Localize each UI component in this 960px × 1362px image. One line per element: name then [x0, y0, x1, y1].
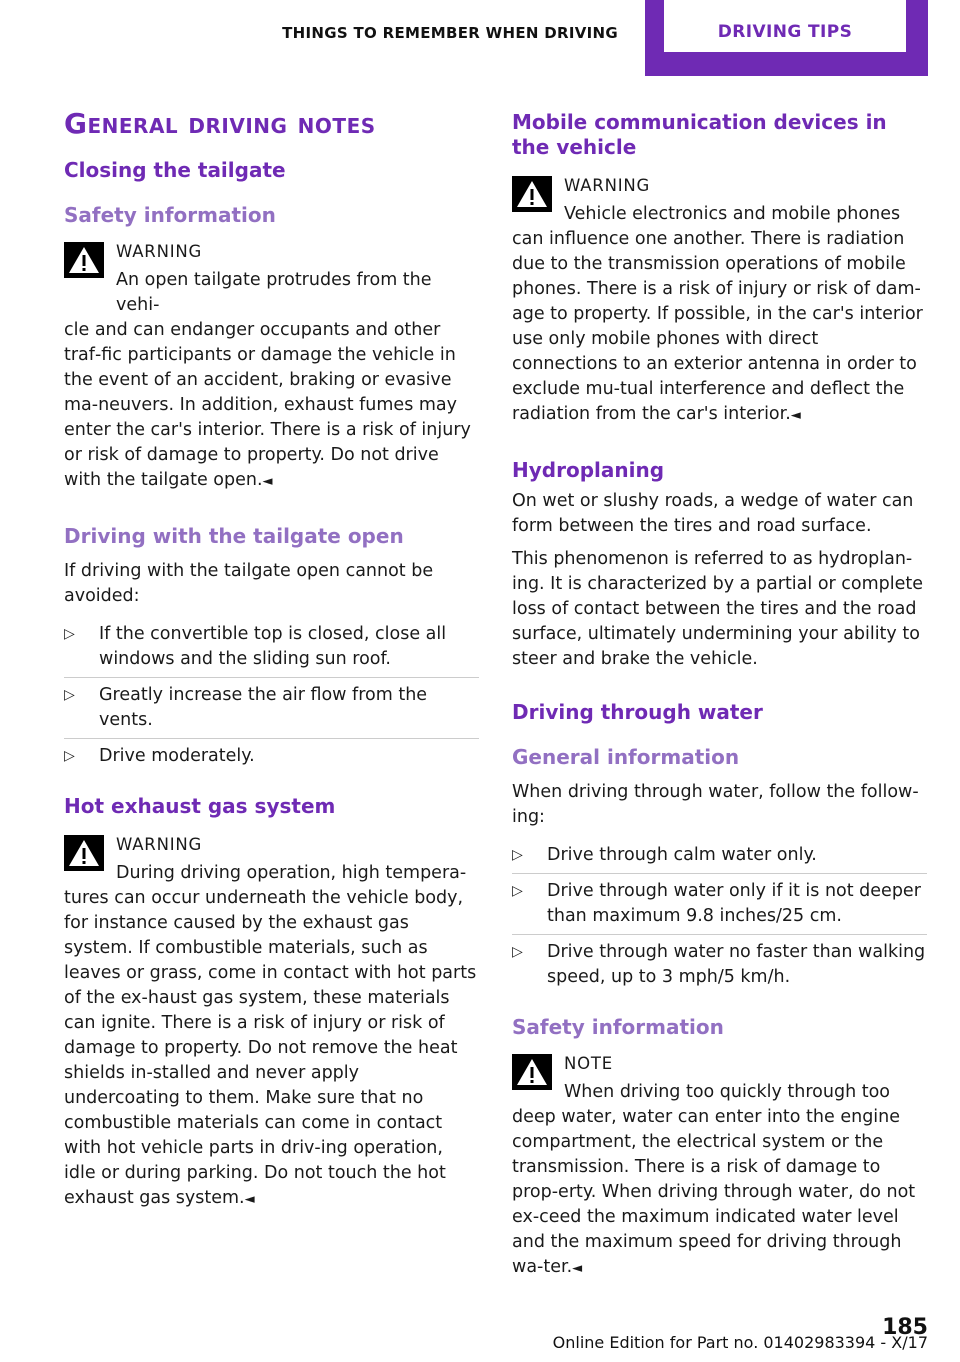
left-column	[64, 108, 479, 1242]
list-item-text: Drive through calm water only.	[547, 845, 817, 865]
heading-safety-information: Safety information	[64, 203, 276, 228]
water-list	[512, 838, 927, 995]
heading-driving-tailgate-open: Driving with the tailgate open	[64, 524, 404, 549]
heading-closing-tailgate: Closing the tailgate	[64, 158, 286, 183]
end-marker-icon: ◄	[790, 408, 801, 423]
warning-head	[512, 172, 927, 227]
heading-mobile-devices: Mobile communication devices in the vehicle	[512, 110, 887, 159]
heading-driving-through-water: Driving through water	[512, 700, 763, 724]
bullet-triangle-icon: ▷	[64, 687, 75, 704]
note-first-line: When driving too quickly through too	[564, 1082, 890, 1102]
warning-label: WARNING	[564, 176, 651, 195]
warning-triangle-icon	[64, 835, 104, 871]
note-body	[512, 1105, 927, 1281]
note-head-text	[564, 1050, 890, 1105]
warning-box-exhaust	[64, 831, 479, 1212]
list-item-text: If the convertible top is closed, close all windows and the sliding sun roof.	[99, 624, 447, 670]
bullet-triangle-icon: ▷	[64, 626, 75, 643]
general-intro: When driving through water, follow the follow‐ing:	[512, 782, 919, 827]
end-marker-icon: ◄	[244, 1192, 255, 1208]
list-item	[512, 935, 927, 995]
warning-triangle-icon	[512, 1054, 552, 1090]
warning-box-mobile	[512, 172, 927, 428]
note-box-water	[512, 1050, 927, 1281]
warning-triangle-icon	[512, 176, 552, 212]
warning-triangle-icon	[64, 242, 104, 278]
heading-hot-exhaust: Hot exhaust gas system	[64, 794, 336, 819]
heading-safety-information-water: Safety information	[512, 1015, 724, 1039]
chapter-tab-inner	[664, 0, 906, 52]
warning-head	[64, 831, 479, 886]
right-column	[512, 110, 927, 1311]
chapter-tab-label: DRIVING TIPS	[717, 22, 853, 42]
page-number: 185	[882, 1315, 928, 1340]
warning-head-text	[116, 831, 466, 886]
warning-first-line: During driving operation, high tempera‐	[116, 863, 467, 884]
warning-label: WARNING	[116, 242, 203, 262]
list-item-text: Greatly increase the air flow from the vents.	[99, 685, 428, 731]
warning-head	[64, 238, 479, 318]
bullet-triangle-icon: ▷	[512, 847, 523, 863]
bullet-triangle-icon: ▷	[512, 883, 523, 899]
warning-box-tailgate	[64, 238, 479, 494]
note-label: NOTE	[564, 1054, 614, 1073]
warning-body-text: cle and can endanger occupants and other traf‐fic participants or damage the vehicle in the event of an accident, braking or evasive ma‐neuvers. In addition, exhaust fumes may enter the car's interior. There is a risk of injury or risk of damage to property. Do not drive with the tailgate open.	[64, 320, 471, 491]
hydroplaning-paragraph-1: On wet or slushy roads, a wedge of water can form between the tires and road surface.	[512, 491, 914, 536]
warning-first-line: Vehicle electronics and mobile phones	[564, 204, 901, 224]
tailgate-list	[64, 617, 479, 774]
warning-body-text: can influence one another. There is radiation due to the transmission operations of mobile phones. There is a risk of injury or risk of dam‐age to property. If possible, in the car's interior use only mobile phones with direct connections to an exterior antenna in order to exclude mu‐tual interference and deflect the radiation from the car's interior.	[512, 229, 923, 424]
list-item-text: Drive through water no faster than walking speed, up to 3 mph/5 km/h.	[547, 942, 926, 987]
bullet-triangle-icon: ▷	[64, 748, 75, 765]
heading-general-information: General information	[512, 745, 740, 769]
tailgate-open-intro: If driving with the tailgate open cannot be avoided:	[64, 561, 434, 607]
warning-body	[64, 886, 479, 1212]
warning-body	[512, 227, 927, 428]
list-item-text: Drive through water only if it is not deeper than maximum 9.8 inches/25 cm.	[547, 881, 921, 926]
warning-body	[64, 318, 479, 494]
hydroplaning-paragraph-2: This phenomenon is referred to as hydroplan‐ing. It is characterized by a partial or complete loss of contact between the tires and the road surface, ultimately undermining your ability to steer and brake the vehicle.	[512, 549, 924, 669]
warning-head-text	[116, 238, 479, 318]
list-item	[64, 678, 479, 739]
warning-label: WARNING	[116, 835, 203, 855]
note-body-text: deep water, water can enter into the engine compartment, the electrical system or the transmission. There is a risk of damage to prop‐erty. When driving through water, do not ex‐ceed the maximum indicated water level and the maximum speed for driving through wa‐ter.	[512, 1107, 916, 1277]
list-item	[64, 617, 479, 678]
bullet-triangle-icon: ▷	[512, 944, 523, 960]
warning-head-text	[564, 172, 900, 227]
chapter-tab	[645, 0, 928, 76]
running-header-section: THINGS TO REMEMBER WHEN DRIVING	[282, 24, 618, 42]
warning-first-line: An open tailgate protrudes from the vehi‐	[116, 270, 432, 316]
list-item-text: Drive moderately.	[99, 746, 255, 767]
list-item	[64, 739, 479, 774]
end-marker-icon: ◄	[572, 1261, 583, 1276]
end-marker-icon: ◄	[262, 474, 273, 490]
edition-footer: Online Edition for Part no. 01402983394 - X/17	[552, 1333, 928, 1352]
page-title: General driving notes	[64, 107, 376, 140]
list-item	[512, 874, 927, 935]
list-item	[512, 838, 927, 874]
note-head	[512, 1050, 927, 1105]
heading-hydroplaning: Hydroplaning	[512, 458, 665, 482]
warning-body-text: tures can occur underneath the vehicle body, for instance caused by the exhaust gas system. If combustible materials, such as leaves or grass, come in contact with hot parts of the ex‐haust gas system, these materials can ignite. There is a risk of injury or risk of damage to property. Do not remove the heat shields in‐stalled and never apply undercoating to them. Make sure that no combustible materials can come in contact with hot vehicle parts in driv‐ing operation, idle or during parking. Do not touch the hot exhaust gas system.	[64, 888, 477, 1209]
